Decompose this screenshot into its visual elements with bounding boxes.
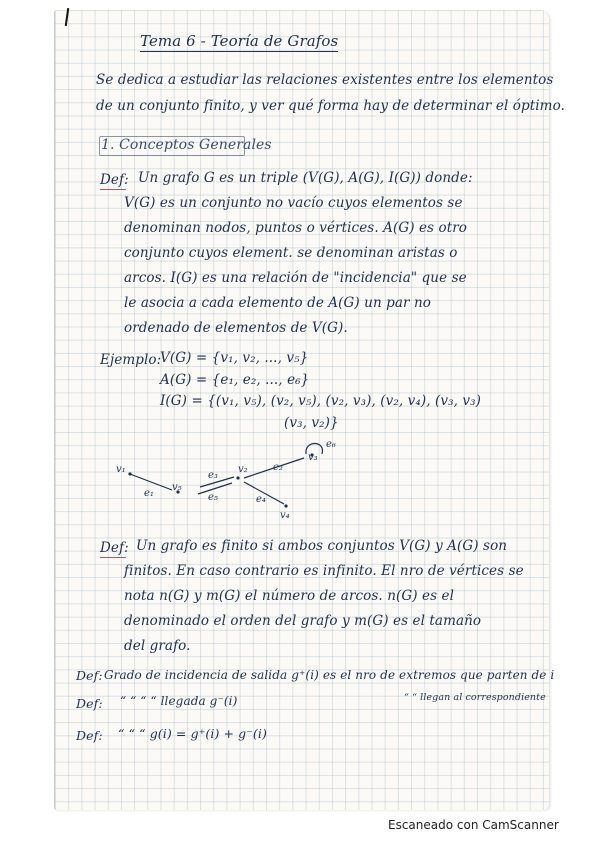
node-v1: [128, 472, 131, 475]
intro-line-2: de un conjunto finito, y ver qué forma hay de determinar el óptimo.: [96, 98, 565, 114]
def1-line-2: V(G) es un conjunto no vacío cuyos elementos se: [124, 195, 463, 211]
label-v2: v₂: [238, 464, 248, 475]
def1-line-6: le asocia a cada elemento de A(G) un par no: [124, 295, 431, 311]
node-v4: [284, 504, 287, 507]
def2-label-underline: [100, 557, 126, 558]
def2-label: Def:: [100, 540, 129, 556]
def1-line-7: ordenado de elementos de V(G).: [124, 320, 348, 336]
def1-label-underline: [100, 189, 126, 190]
def2-line-4: denominado el orden del grafo y m(G) es el tamaño: [124, 613, 482, 629]
label-e4: e₄: [256, 494, 266, 505]
def1-line-5: arcos. I(G) es una relación de "incidencia" que se: [124, 270, 467, 286]
label-v4: v₄: [280, 510, 290, 521]
scanner-footer: Escaneado con CamScanner: [388, 818, 559, 832]
def1-line-1: Un grafo G es un triple (V(G), A(G), I(G)) donde:: [138, 170, 473, 186]
def5-line: “ “ “ g(i) = g⁺(i) + g⁻(i): [118, 726, 267, 741]
def3-line: Grado de incidencia de salida g⁺(i) es el nro de extremos que parten de i: [104, 668, 555, 682]
notebook-page: [54, 10, 550, 810]
example-line-3: I(G) = {(v₁, v₅), (v₂, v₅), (v₂, v₃), (v₂, v₄), (v₃, v₃): [160, 393, 482, 409]
example-line-2: A(G) = {e₁, e₂, ..., e₆}: [160, 372, 310, 388]
def1-line-4: conjunto cuyos element. se denominan aristas o: [124, 245, 458, 261]
def4-label: Def:: [76, 696, 103, 711]
graph-diagram: [108, 438, 348, 522]
label-e3: e₃: [208, 470, 218, 481]
label-v3: v₃: [308, 452, 318, 463]
label-e2: e₂: [273, 462, 283, 473]
label-e5: e₅: [208, 492, 218, 503]
def2-line-3: nota n(G) y m(G) el número de arcos. n(G) es el: [124, 588, 455, 604]
label-e6: e₆: [326, 439, 336, 450]
def1-line-3: denominan nodos, puntos o vértices. A(G) es otro: [124, 220, 467, 236]
def2-line-1: Un grafo es finito si ambos conjuntos V(G) y A(G) son: [136, 538, 508, 554]
node-v2: [236, 476, 239, 479]
def3-label: Def:: [76, 668, 103, 683]
label-v1: v₁: [116, 464, 126, 475]
def4-line-a: “ “ “ “ llegada g⁻(i): [120, 694, 238, 708]
label-e1: e₁: [144, 488, 154, 499]
section-title: 1. Conceptos Generales: [101, 137, 272, 153]
def1-label: Def:: [100, 172, 129, 188]
example-label: Ejemplo:: [100, 352, 162, 368]
intro-line-1: Se dedica a estudiar las relaciones existentes entre los elementos: [96, 72, 554, 88]
label-v5: v₅: [172, 482, 182, 493]
page-title: Tema 6 - Teoría de Grafos: [140, 32, 339, 50]
def4-line-b: “ “ llegan al correspondiente: [404, 692, 546, 703]
example-line-1: V(G) = {v₁, v₂, ..., v₅}: [160, 350, 309, 366]
def2-line-2: finitos. En caso contrario es infinito. El nro de vértices se: [124, 563, 524, 579]
def2-line-5: del grafo.: [124, 638, 191, 654]
example-line-4: (v₃, v₂)}: [284, 415, 339, 431]
def5-label: Def:: [76, 728, 103, 743]
